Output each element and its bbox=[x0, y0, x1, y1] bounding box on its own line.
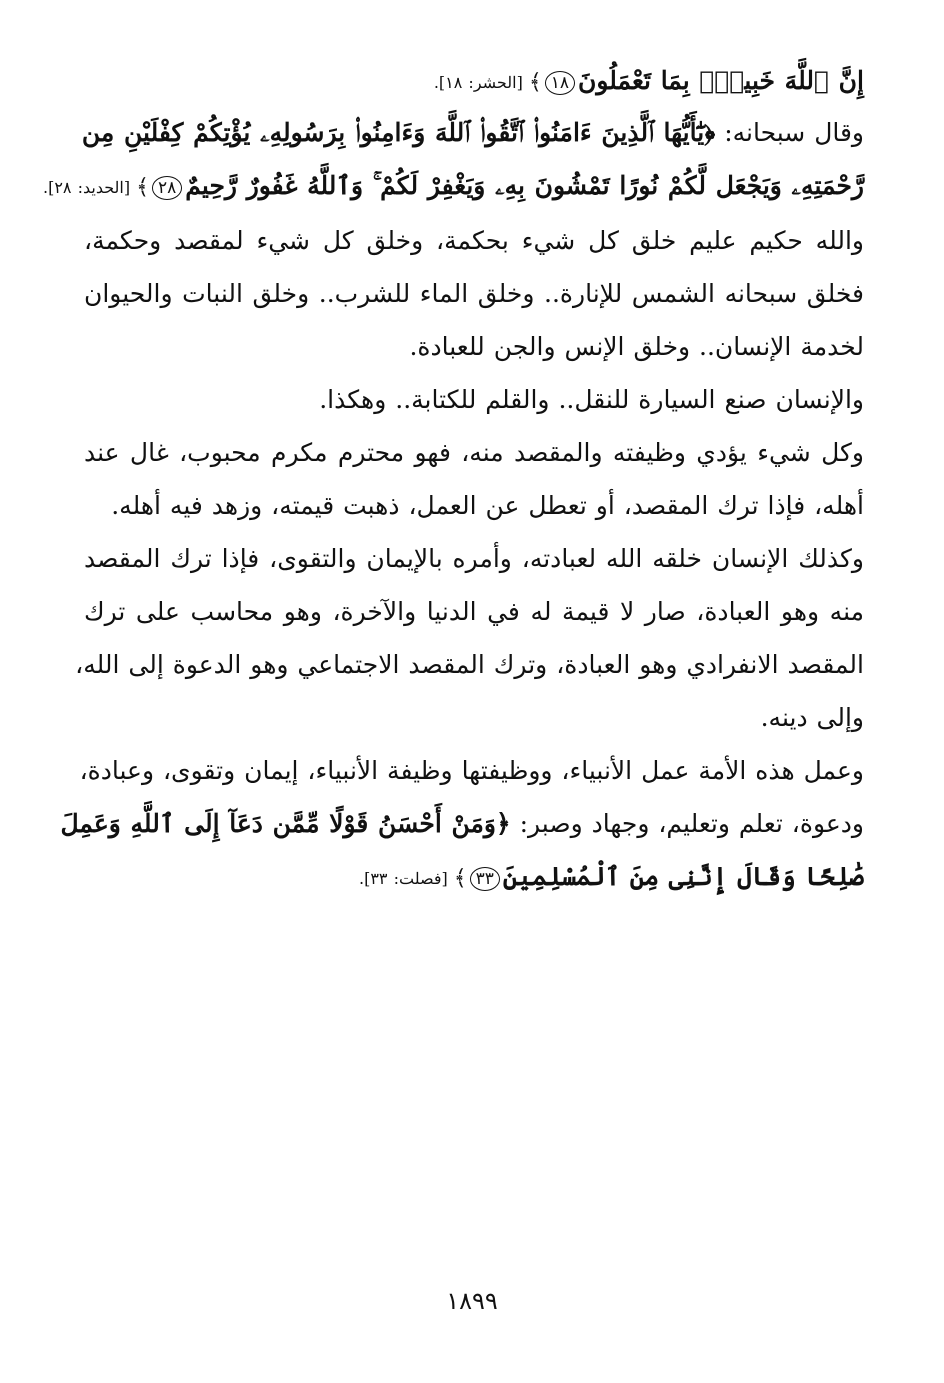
ayah-number-marker: ٣٣ bbox=[470, 867, 500, 891]
text-line-12 bbox=[75, 638, 864, 691]
body-text: فخلق سبحانه الشمس للإنارة.. وخلق الماء للشرب.. وخلق النبات والحيوان bbox=[84, 279, 864, 308]
text-line-10 bbox=[84, 532, 864, 585]
body-text: وإلى دينه. bbox=[760, 703, 864, 732]
body-text: وقال سبحانه: bbox=[715, 118, 864, 147]
text-line-11 bbox=[84, 585, 864, 638]
quran-verse: ﴿يَٰٓأَيُّهَا ٱلَّذِينَ ءَامَنُوا۟ ٱتَّقُوا۟ ٱللَّهَ وَءَامِنُوا۟ بِرَسُولِهِۦ يُؤْتِكُمْ كِفْلَيْنِ مِن bbox=[81, 118, 716, 147]
text-line-1 bbox=[84, 58, 864, 106]
verse-reference: [الحشر: ١٨]. bbox=[433, 72, 523, 92]
closing-bracket-ornament: ﴾ bbox=[136, 175, 150, 200]
text-line-15 bbox=[60, 797, 864, 850]
closing-bracket-ornament: ﴾ bbox=[453, 866, 467, 891]
page-number: ١٨٩٩ bbox=[446, 1287, 498, 1315]
text-line-4 bbox=[84, 214, 864, 267]
text-line-14 bbox=[79, 744, 864, 797]
text-line-16 bbox=[84, 850, 864, 905]
body-text: والإنسان صنع السيارة للنقل.. والقلم للكتابة.. وهكذا. bbox=[319, 385, 864, 414]
page-body bbox=[42, 58, 864, 905]
text-line-9 bbox=[84, 479, 864, 532]
body-text: والله حكيم عليم خلق كل شيء بحكمة، وخلق كل شيء لمقصد وحكمة، bbox=[84, 226, 864, 255]
text-line-6 bbox=[84, 320, 864, 373]
text-line-13 bbox=[84, 691, 864, 744]
body-text: لخدمة الإنسان.. وخلق الإنس والجن للعبادة. bbox=[409, 332, 864, 361]
ayah-number-marker: ٢٨ bbox=[152, 176, 182, 200]
quran-verse: صَٰلِحًا وَقَالَ إِنَّنِى مِنَ ٱلْمُسْلِمِينَ bbox=[502, 862, 864, 891]
body-text: وكذلك الإنسان خلقه الله لعبادته، وأمره بالإيمان والتقوى، فإذا ترك المقصد bbox=[84, 544, 864, 573]
verse-reference: [الحديد: ٢٨]. bbox=[42, 178, 131, 197]
body-text: المقصد الانفرادي وهو العبادة، وترك المقصد الاجتماعي وهو الدعوة إلى الله، bbox=[75, 650, 864, 679]
body-text: وكل شيء يؤدي وظيفته والمقصد منه، فهو محترم مكرم محبوب، غال عند bbox=[84, 438, 864, 467]
body-text: منه وهو العبادة، صار لا قيمة له في الدنيا والآخرة، وهو محاسب على ترك bbox=[84, 597, 864, 626]
text-line-8 bbox=[84, 426, 864, 479]
body-text: وعمل هذه الأمة عمل الأنبياء، ووظيفتها وظيفة الأنبياء، إيمان وتقوى، وعبادة، bbox=[79, 756, 864, 785]
quran-verse: ﴿وَمَنْ أَحْسَنُ قَوْلًا مِّمَّن دَعَآ إِلَى ٱللَّهِ وَعَمِلَ bbox=[60, 809, 511, 838]
verse-reference: [فصلت: ٣٣]. bbox=[358, 869, 448, 888]
text-line-2 bbox=[81, 106, 864, 159]
body-text: أهله، فإذا ترك المقصد، أو تعطل عن العمل، ذهبت قيمته، وزهد فيه أهله. bbox=[111, 491, 864, 520]
quran-verse: إِنَّ ٱللَّهَ خَبِيرٌۢ بِمَا تَعْمَلُونَ bbox=[577, 66, 864, 95]
ayah-number-marker: ١٨ bbox=[545, 71, 575, 95]
closing-bracket-ornament: ﴾ bbox=[528, 70, 542, 95]
text-line-5 bbox=[84, 267, 864, 320]
quran-verse: رَّحْمَتِهِۦ وَيَجْعَل لَّكُمْ نُورًا تَمْشُونَ بِهِۦ وَيَغْفِرْ لَكُمْ ۚ وَٱللَّهُ غَفُورٌ رَّحِيمٌ bbox=[185, 171, 864, 200]
text-line-3 bbox=[42, 159, 864, 214]
text-line-7 bbox=[84, 373, 864, 426]
body-text: ودعوة، تعلم وتعليم، وجهاد وصبر: bbox=[510, 809, 864, 838]
